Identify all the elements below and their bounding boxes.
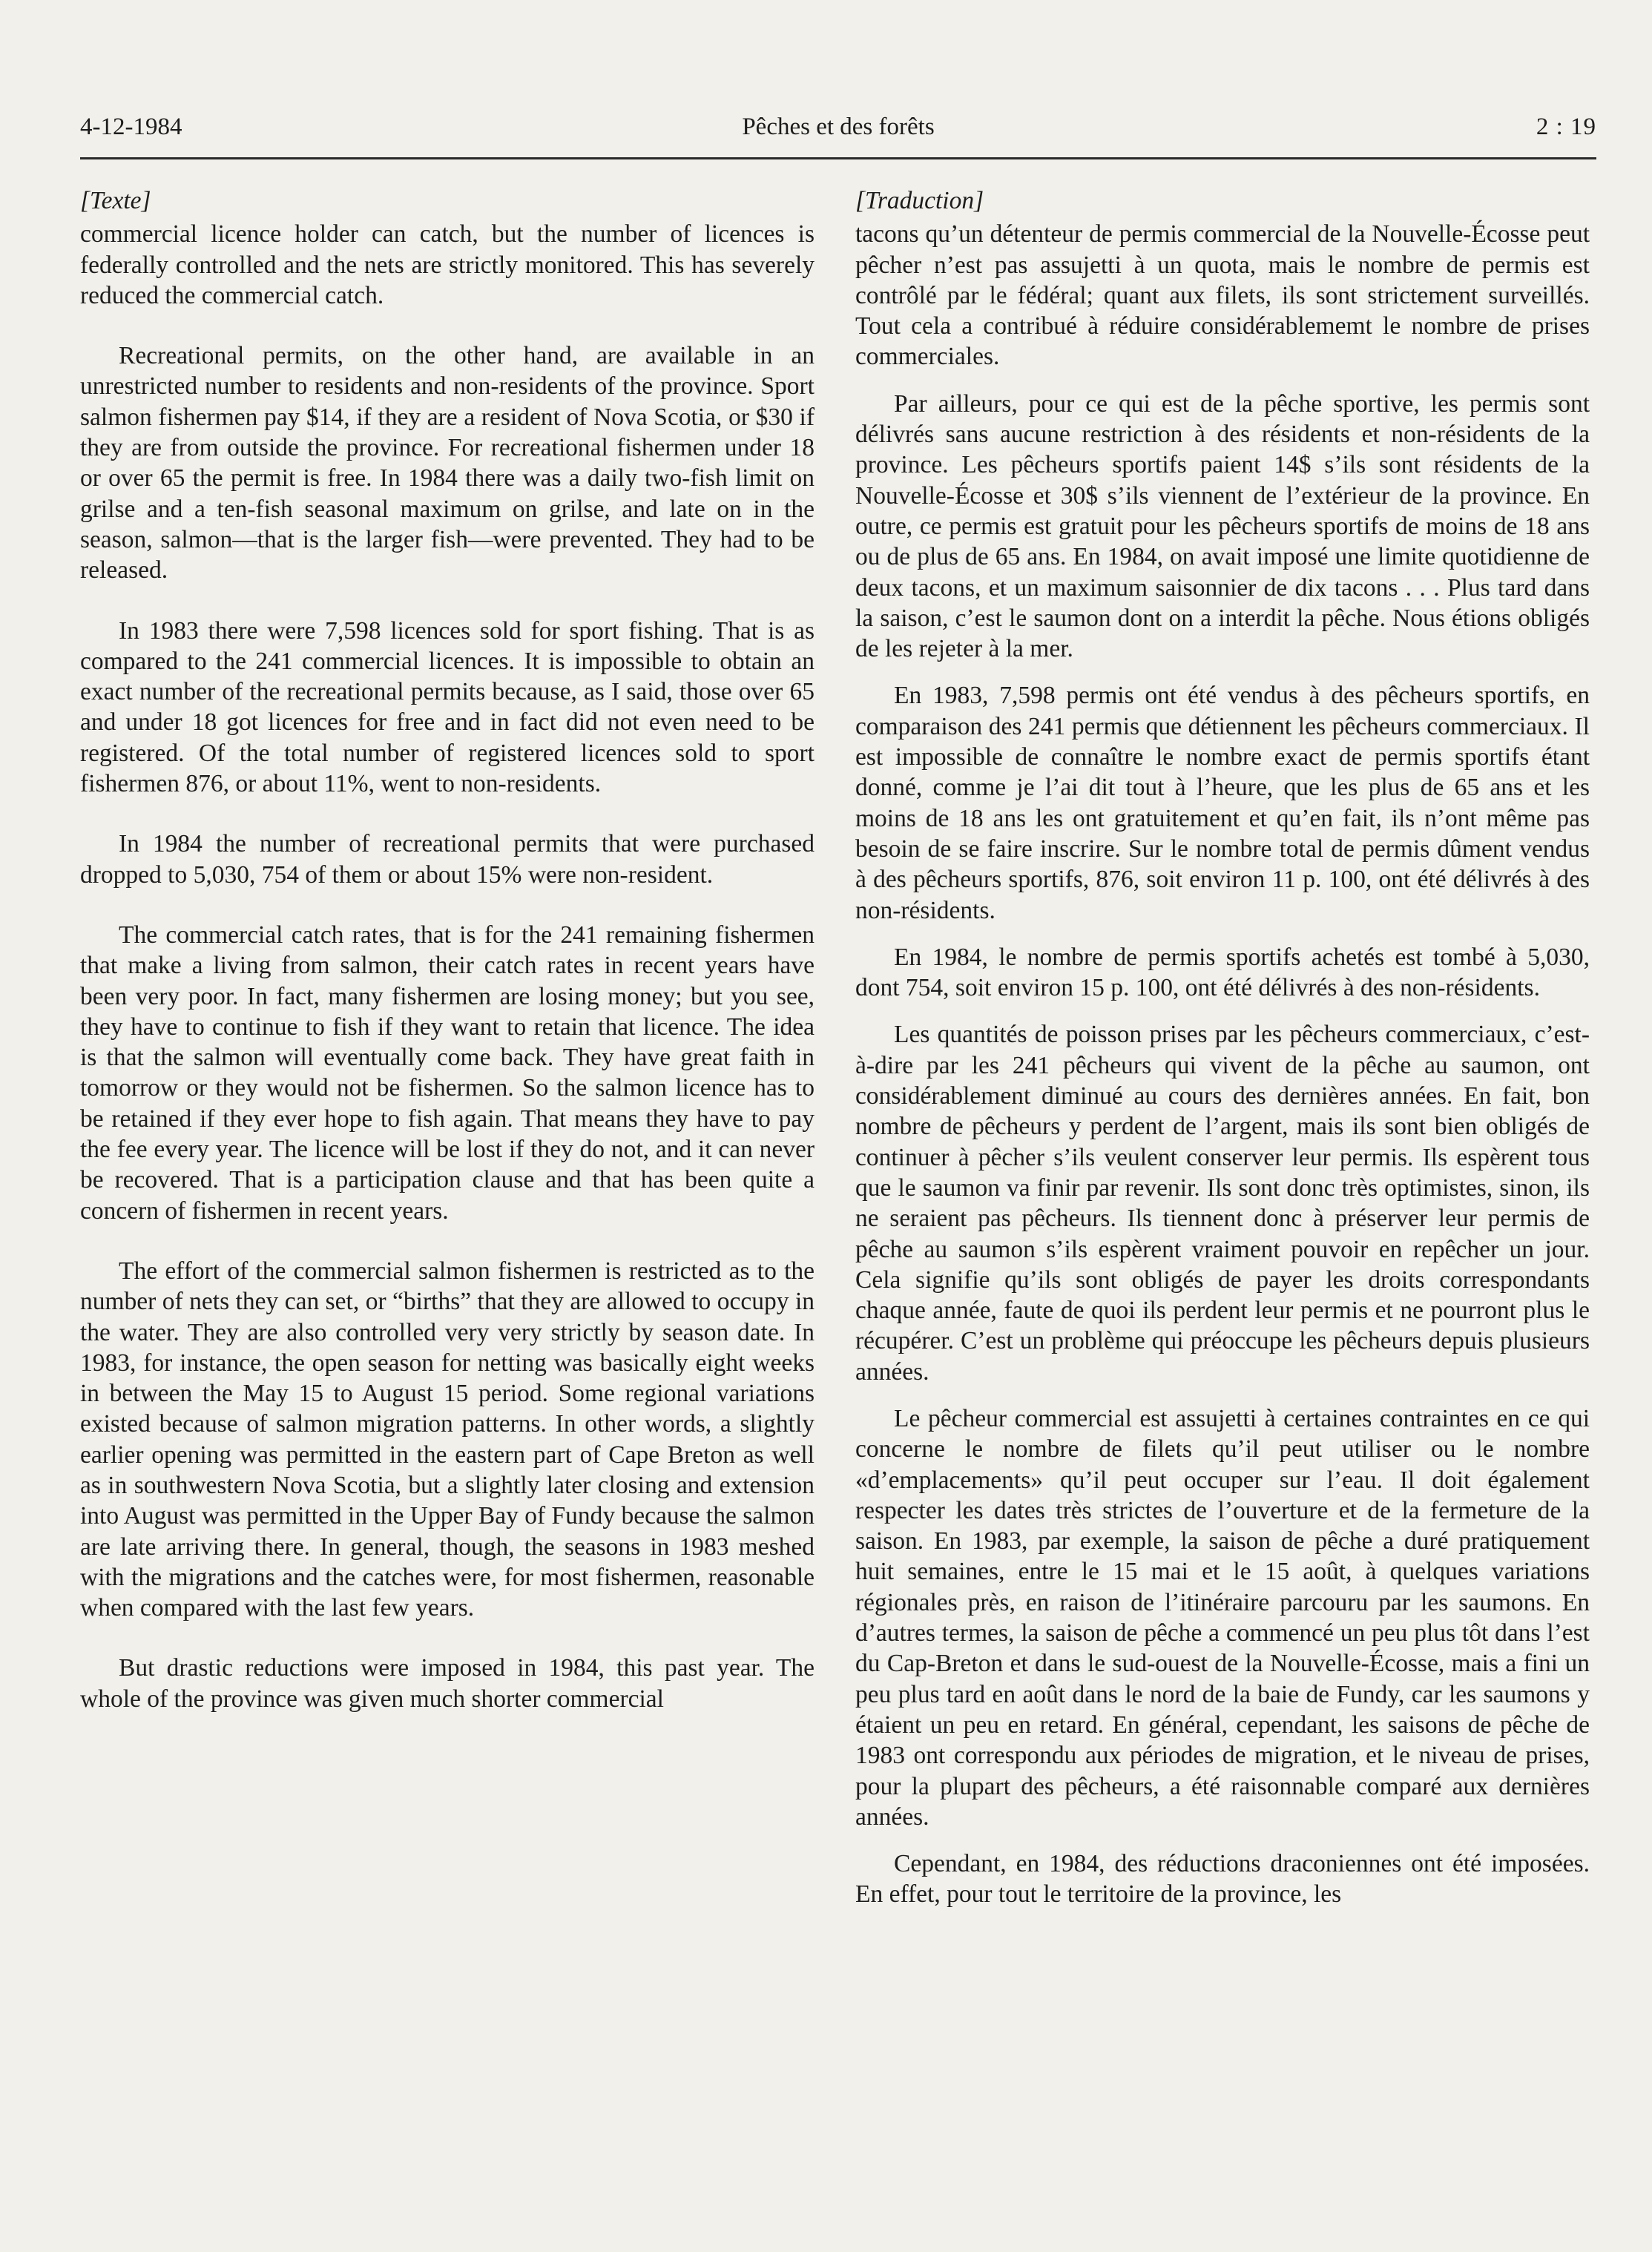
paragraph: En 1983, 7,598 permis ont été vendus à des pêcheurs sportifs, en comparaison des 241 permis que détiennent les pêcheurs commerciaux. Il est impossible de connaître le nombre exact de permis sportifs étant donné, comme je l’ai dit tout à l’heure, que les plus de 65 ans et les moins de 18 ans les ont gratuitement et qu’en fait, ils n’ont même pas besoin de se faire inscrire. Sur le nombre total de permis dûment vendus à des pêcheurs sportifs, 876, soit environ 11 p. 100, ont été délivrés à des non-résidents. <box>855 682 1590 924</box>
header-page-number: 2 : 19 <box>1536 113 1596 140</box>
paragraph: commercial licence holder can catch, but the number of licences is federally controlled and the nets are strictly monitored. This has severely reduced the commercial catch. <box>80 220 815 309</box>
paragraph: In 1983 there were 7,598 licences sold for sport fishing. That is as compared to the 241 commercial licences. It is impossible to obtain an exact number of the recreational permits because, as I said, those over 65 and under 18 got licences for free and in fact did not even need to be registered. Of the total number of registered licences sold to sport fishermen 876, or about 11%, went to non-residents. <box>80 616 815 798</box>
paragraph: The commercial catch rates, that is for the 241 remaining fishermen that make a living from salmon, their catch rates in recent years have been very poor. In fact, many fishermen are losing money; but you see, they have to continue to fish if they want to retain that licence. The idea is that the salmon will eventually come back. They have great faith in tomorrow or they would not be fishermen. So the salmon licence has to be retained if they ever hope to fish again. That means they have to pay the fee every year. The licence will be lost if they do not, and it can never be recovered. That is a participation clause and that has been quite a concern of fishermen in recent years. <box>80 921 815 1225</box>
paragraph: tacons qu’un détenteur de permis commercial de la Nouvelle-Écosse peut pêcher n’est pas assujetti à un quota, mais le nombre de permis est contrôlé par le fédéral; quant aux filets, ils sont strictement surveillés. Tout cela a contribué à réduire considérablememt le nombre de prises commerciales. <box>855 220 1590 371</box>
column-label: [Traduction] <box>855 187 984 214</box>
paragraph: En 1984, le nombre de permis sportifs achetés est tombé à 5,030, dont 754, soit environ 15 p. 100, ont été délivrés à des non-résidents. <box>855 943 1590 1002</box>
paragraph: Les quantités de poisson prises par les pêcheurs commerciaux, c’est-à-dire par les 241 pêcheurs qui vivent de la pêche au saumon, ont considérablement diminué au cours des dernières années. En fait, bon nombre de pêcheurs y perdent de l’argent, mais ils sont bien obligés de continuer à pêcher s’ils veulent conserver leur permis. Ils espèrent tous que le saumon va finir par revenir. Ils sont donc très optimistes, sinon, ils ne seraient pas pêcheurs. Ils tiennent donc à préserver leur permis de pêche au saumon s’ils espèrent vraiment pouvoir en repêcher un jour. Cela signifie qu’ils sont obligés de payer les droits correspondants chaque année, faute de quoi ils perdent leur permis et ne pourront plus le récupérer. C’est un problème qui préoccupe les pêcheurs depuis plusieurs années. <box>855 1021 1590 1386</box>
paragraph: The effort of the commercial salmon fishermen is restricted as to the number of nets they can set, or “births” that they are allowed to occupy in the water. They are also controlled very very strictly by season date. In 1983, for instance, the open season for netting was basically eight weeks in between the May 15 to August 15 period. Some regional variations existed because of salmon migration patterns. In other words, a slightly earlier opening was permitted in the eastern part of Cape Breton as well as in southwestern Nova Scotia, but a slightly later closing and extension into August was permitted in the Upper Bay of Fundy because the salmon are late arriving there. In general, though, the seasons in 1983 meshed with the migrations and the catches were, for most fishermen, reasonable when compared with the last few years. <box>80 1257 815 1622</box>
header-date: 4-12-1984 <box>80 113 182 140</box>
paragraph: Le pêcheur commercial est assujetti à certaines contraintes en ce qui concerne le nombre de filets qu’il peut utiliser ou le nombre «d’emplacements» qu’il peut occuper sur l’eau. Il doit également respecter les dates très strictes de l’ouverture et de la fermeture de la saison. En 1983, par exemple, la saison de pêche a duré pratiquement huit semaines, entre le 15 mai et le 15 août, à quelques variations régionales près, en raison de l’itinéraire parcouru par les saumons. En d’autres termes, la saison de pêche a commencé un peu plus tôt dans l’est du Cap-Breton et dans le sud-ouest de la Nouvelle-Écosse, mais a fini un peu plus tard en août dans le nord de la baie de Fundy, car les saumons y étaient un peu en retard. En général, cependant, les saisons de pêche de 1983 ont correspondu aux périodes de migration, et le niveau de prises, pour la plupart des pêcheurs, a été raisonnable comparé aux dernières années. <box>855 1404 1590 1831</box>
paragraph: Par ailleurs, pour ce qui est de la pêche sportive, les permis sont délivrés sans aucune restriction à des résidents et non-résidents de la province. Les pêcheurs sportifs paient 14$ s’ils sont résidents de la Nouvelle-Écosse et 30$ s’ils viennent de l’extérieur de la province. En outre, ce permis est gratuit pour les pêcheurs sportifs de moins de 18 ans ou de plus de 65 ans. En 1984, on avait imposé une limite quotidienne de deux tacons, et un maximum saisonnier de dix tacons . . . Plus tard dans la saison, c’est le saumon dont on a interdit la pêche. Nous étions obligés de les rejeter à la mer. <box>855 389 1590 663</box>
paragraph: Cependant, en 1984, des réductions draconiennes ont été imposées. En effet, pour tout le territoire de la province, les <box>855 1850 1590 1909</box>
paragraph: Recreational permits, on the other hand, are available in an unrestricted number to residents and non-residents of the province. Sport salmon fishermen pay $14, if they are a resident of Nova Scotia, or $30 if they are from outside the province. For recreational fishermen under 18 or over 65 the permit is free. In 1984 there was a daily two-fish limit on grilse and a ten-fish seasonal maximum on grilse, and late on in the season, salmon—that is the larger fish—were prevented. They had to be released. <box>80 342 815 585</box>
header-title: Pêches et des forêts <box>742 113 935 140</box>
page-header <box>80 111 1596 159</box>
paragraph: But drastic reductions were imposed in 1984, this past year. The whole of the province was given much shorter commercial <box>80 1654 815 1713</box>
column-label: [Texte] <box>80 187 151 214</box>
english-text-column <box>80 185 815 1714</box>
french-translation-column <box>855 185 1590 1910</box>
paragraph: In 1984 the number of recreational permits that were purchased dropped to 5,030, 754 of them or about 15% were non-resident. <box>80 830 815 889</box>
